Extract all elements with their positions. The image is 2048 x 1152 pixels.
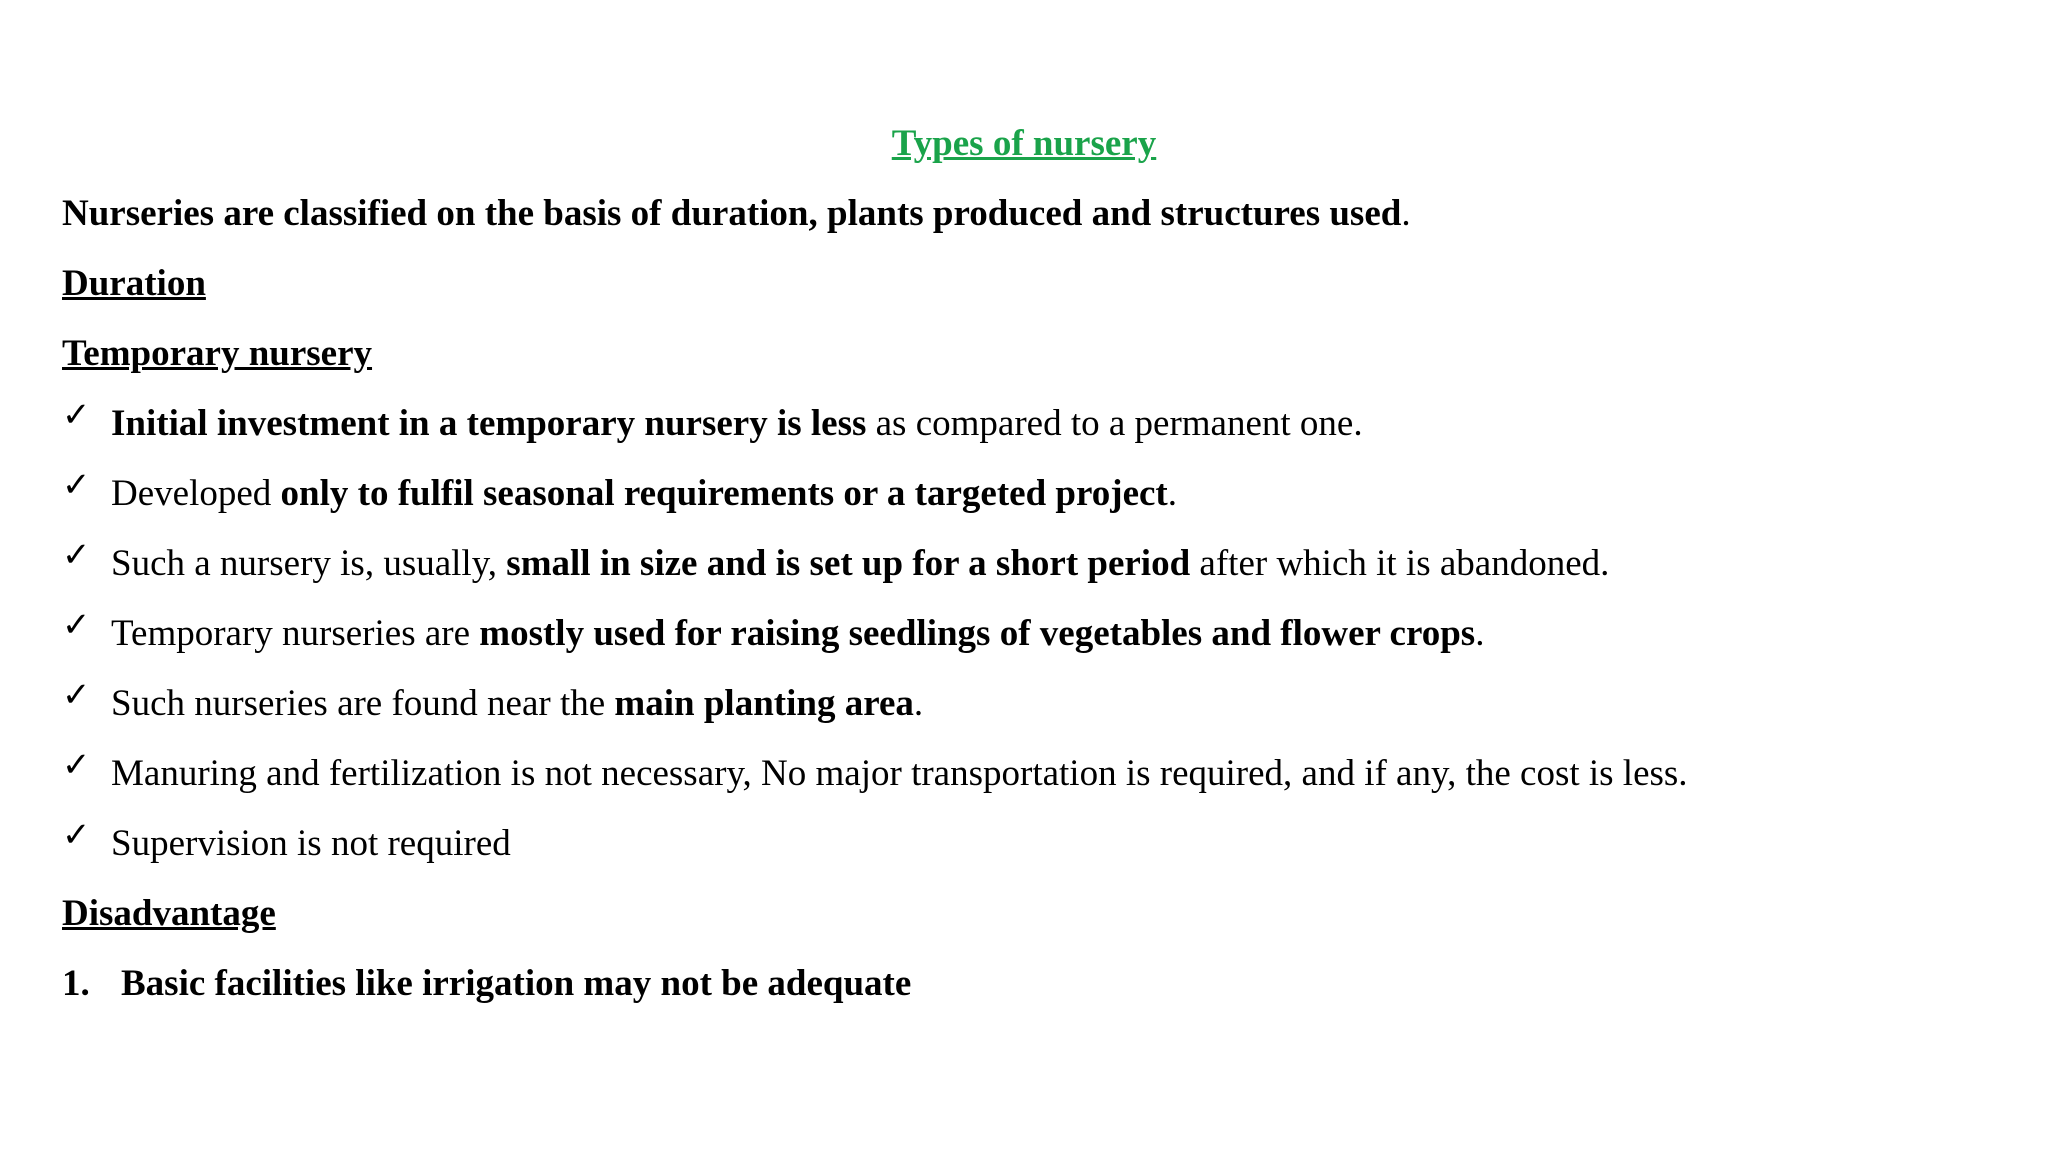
bullet-2-post: . [1167, 473, 1177, 514]
bullet-4-pre: Temporary nurseries are [111, 613, 480, 654]
bullet-2-bold: only to fulfil seasonal requirements or a targeted project [280, 473, 1168, 514]
heading-disadvantage: Disadvantage [62, 893, 276, 934]
intro-paragraph [62, 192, 1411, 236]
check-icon: ✓ [62, 817, 91, 854]
bullet-item-4 [111, 612, 1484, 656]
heading-duration: Duration [62, 263, 206, 304]
bullet-1-bold: Initial investment in a temporary nursery is less [111, 403, 867, 444]
bullet-6-pre: Manuring and fertilization is not necessary, No major transportation is required, and if any, the cost is less. [111, 753, 1688, 794]
bullet-2-pre: Developed [111, 473, 281, 514]
bullet-5-pre: Such nurseries are found near the [111, 683, 615, 724]
bullet-item-1 [111, 402, 1363, 446]
slide-title: Types of nursery [891, 123, 1157, 164]
check-icon: ✓ [62, 397, 91, 434]
bullet-item-6 [111, 752, 1688, 796]
bullet-5-bold: main planting area [614, 683, 914, 724]
heading-temporary-nursery: Temporary nursery [62, 333, 373, 374]
bullet-1-post: as compared to a permanent one. [866, 403, 1363, 444]
bullet-4-post: . [1475, 613, 1485, 654]
bullet-item-3 [111, 542, 1609, 586]
bullet-3-post: after which it is abandoned. [1190, 543, 1610, 584]
check-icon: ✓ [62, 607, 91, 644]
bullet-4-bold: mostly used for raising seedlings of vegetables and flower crops [479, 613, 1476, 654]
bullet-5-post: . [913, 683, 924, 724]
bullet-item-5 [111, 682, 923, 726]
check-icon: ✓ [62, 537, 91, 574]
check-icon: ✓ [62, 747, 91, 784]
bullet-7-pre: Supervision is not required [111, 823, 511, 864]
bullet-item-7 [111, 822, 511, 866]
bullet-item-2 [111, 472, 1177, 516]
numbered-item-text: Basic facilities like irrigation may not be adequate [121, 963, 912, 1004]
numbered-item-number: 1. [62, 963, 90, 1004]
intro-tail: . [1401, 193, 1411, 234]
check-icon: ✓ [62, 467, 91, 504]
check-icon: ✓ [62, 677, 91, 714]
bullet-3-bold: small in size and is set up for a short period [506, 543, 1191, 584]
bullet-3-pre: Such a nursery is, usually, [111, 543, 507, 584]
intro-bold-text: Nurseries are classified on the basis of duration, plants produced and structures used [62, 193, 1402, 234]
